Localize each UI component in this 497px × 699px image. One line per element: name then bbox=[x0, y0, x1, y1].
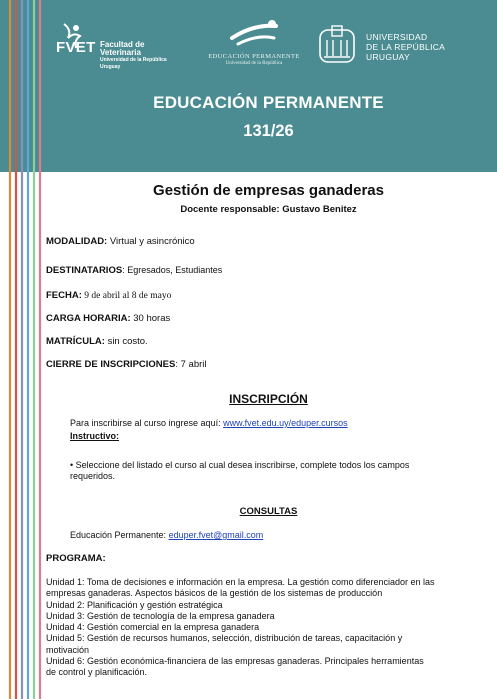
docente-line bbox=[40, 204, 497, 215]
inscripcion-text: Para inscribirse al curso ingrese aquí: www.fvet.edu.uy/eduper.cursos bbox=[70, 418, 348, 428]
educacion-permanente-logo bbox=[196, 12, 312, 74]
banner-number: 131/26 bbox=[243, 122, 294, 140]
consultas-email-link[interactable]: eduper.fvet@gmail.com bbox=[168, 530, 264, 540]
programa-list bbox=[46, 577, 436, 679]
docente-label: Docente responsable: bbox=[180, 204, 280, 215]
programa-unidad-6: Unidad 6: Gestión económica-financiera de las empresas ganaderas. Principales herramientas de control y planificación. bbox=[46, 656, 424, 678]
consultas-heading: CONSULTAS bbox=[239, 506, 298, 517]
programa-unidad-5: Unidad 5: Gestión de recursos humanos, selección, distribución de tareas, capacitación y motivación bbox=[46, 633, 403, 655]
field-carga-horaria: CARGA HORARIA: 30 horas bbox=[46, 313, 171, 324]
programa-unidad-1: Unidad 1: Toma de decisiones e información en la empresa. La gestión como diferenciador en las empresas ganaderas. Aspectos básicos de la gestión de los sistemas de producción bbox=[46, 577, 435, 599]
field-matricula: MATRÍCULA: sin costo. bbox=[46, 336, 148, 347]
ep-swoosh-icon bbox=[224, 16, 284, 50]
programa-heading: PROGRAMA: bbox=[46, 553, 106, 564]
fvet-logo-subtitle: Facultad de Veterinaria Universidad de la República Uruguay bbox=[100, 40, 167, 70]
fvet-logo-word: FVET bbox=[56, 39, 96, 56]
ep-logo-line2: Universidad de la República bbox=[225, 61, 283, 66]
instructivo-label: Instructivo: bbox=[70, 431, 120, 441]
udelar-building-icon bbox=[318, 24, 356, 66]
inscripcion-heading: INSCRIPCIÓN bbox=[229, 392, 308, 406]
docente-name: Gustavo Benitez bbox=[282, 204, 357, 215]
programa-unidad-2: Unidad 2: Planificación y gestión estratégica bbox=[46, 599, 223, 610]
ep-logo-line1: EDUCACIÓN PERMANENTE bbox=[208, 53, 300, 60]
programa-unidad-3: Unidad 3: Gestión de tecnología de la empresa ganadera bbox=[46, 610, 275, 621]
udelar-logo-text: UNIVERSIDAD DE LA REPÚBLICA URUGUAY bbox=[366, 32, 446, 62]
programa-unidad-4: Unidad 4: Gestión comercial en la empresa ganadera bbox=[46, 622, 260, 633]
field-modalidad: MODALIDAD: Virtual y asincrónico bbox=[46, 236, 195, 247]
banner-title: EDUCACIÓN PERMANENTE bbox=[153, 93, 384, 112]
fvet-logo bbox=[54, 22, 184, 70]
instructivo-text: • Seleccione del listado el curso al cual desea inscribirse, complete todos los campos requeridos. bbox=[70, 460, 410, 481]
field-destinatarios: DESTINATARIOS: Egresados, Estudiantes bbox=[46, 265, 223, 276]
inscripcion-link[interactable]: www.fvet.edu.uy/eduper.cursos bbox=[223, 418, 348, 428]
field-fecha: FECHA: 9 de abril al 8 de mayo bbox=[46, 290, 172, 301]
udelar-logo bbox=[318, 24, 448, 68]
consultas-text: Educación Permanente: eduper.fvet@gmail.com bbox=[70, 530, 264, 540]
course-title: Gestión de empresas ganaderas bbox=[153, 182, 384, 199]
field-cierre-inscripciones: CIERRE DE INSCRIPCIONES: 7 abril bbox=[46, 359, 207, 370]
